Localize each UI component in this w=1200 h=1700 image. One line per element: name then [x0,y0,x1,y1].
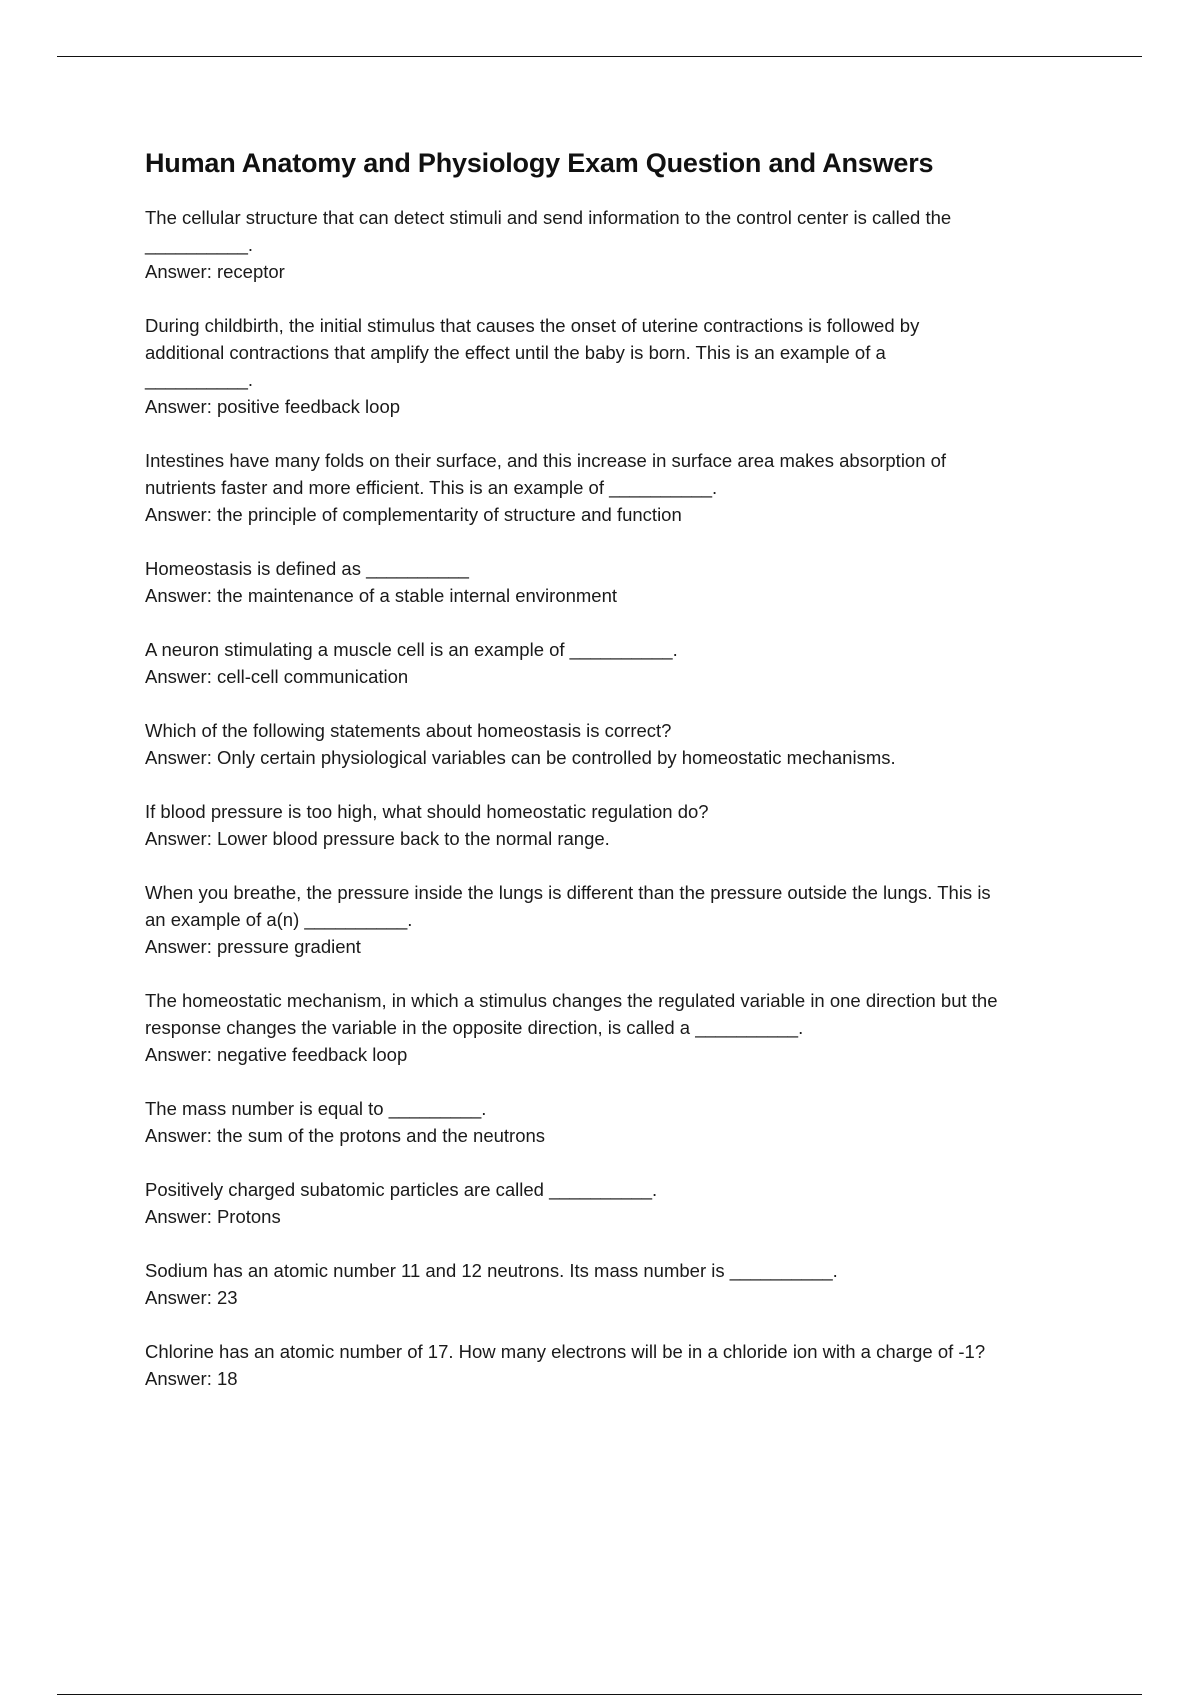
question-text: A neuron stimulating a muscle cell is an example of __________. [145,639,678,660]
answer-text: Answer: 23 [145,1287,238,1308]
question-text: If blood pressure is too high, what should homeostatic regulation do? [145,801,709,822]
qa-item [145,879,1095,960]
qa-item [145,1095,1095,1149]
question-text: The homeostatic mechanism, in which a stimulus changes the regulated variable in one direction but the response changes the variable in the opposite direction, is called a __________. [145,990,998,1038]
question-text: Positively charged subatomic particles are called __________. [145,1179,658,1200]
header-rule [57,56,1142,57]
answer-text: Answer: cell-cell communication [145,666,409,687]
question-text: Intestines have many folds on their surface, and this increase in surface area makes absorption of nutrients faster and more efficient. This is an example of __________. [145,450,947,498]
qa-item [145,555,1095,609]
qa-item [145,798,1095,852]
question-text: When you breathe, the pressure inside the lungs is different than the pressure outside the lungs. This is an example of a(n) __________. [145,882,991,930]
footer-rule [57,1694,1142,1695]
answer-text: Answer: the sum of the protons and the neutrons [145,1125,546,1146]
question-text: The cellular structure that can detect stimuli and send information to the control center is called the __________. [145,207,952,255]
answer-text: Answer: Lower blood pressure back to the normal range. [145,828,610,849]
answer-text: Answer: receptor [145,261,285,282]
answer-text: Answer: the principle of complementarity of structure and function [145,504,682,525]
question-text: Chlorine has an atomic number of 17. How many electrons will be in a chloride ion with a charge of -1? [145,1341,986,1362]
qa-item [145,204,1095,285]
document-body [145,146,1095,1419]
qa-item [145,312,1095,420]
qa-item [145,636,1095,690]
answer-text: Answer: positive feedback loop [145,396,401,417]
question-text: Which of the following statements about homeostasis is correct? [145,720,672,741]
qa-item [145,1176,1095,1230]
question-text: During childbirth, the initial stimulus that causes the onset of uterine contractions is followed by additional contractions that amplify the effect until the baby is born. This is an example of a __________. [145,315,920,390]
answer-text: Answer: negative feedback loop [145,1044,408,1065]
answer-text: Answer: 18 [145,1368,238,1389]
question-text: Homeostasis is defined as __________ [145,558,469,579]
qa-item [145,1257,1095,1311]
answer-text: Answer: the maintenance of a stable internal environment [145,585,618,606]
qa-item [145,447,1095,528]
question-text: Sodium has an atomic number 11 and 12 neutrons. Its mass number is __________. [145,1260,838,1281]
answer-text: Answer: Only certain physiological variables can be controlled by homeostatic mechanisms. [145,747,896,768]
document-title: Human Anatomy and Physiology Exam Question and Answers [145,148,934,178]
answer-text: Answer: Protons [145,1206,281,1227]
answer-text: Answer: pressure gradient [145,936,361,957]
qa-item [145,1338,1095,1392]
qa-item [145,717,1095,771]
question-text: The mass number is equal to _________. [145,1098,487,1119]
qa-item [145,987,1095,1068]
